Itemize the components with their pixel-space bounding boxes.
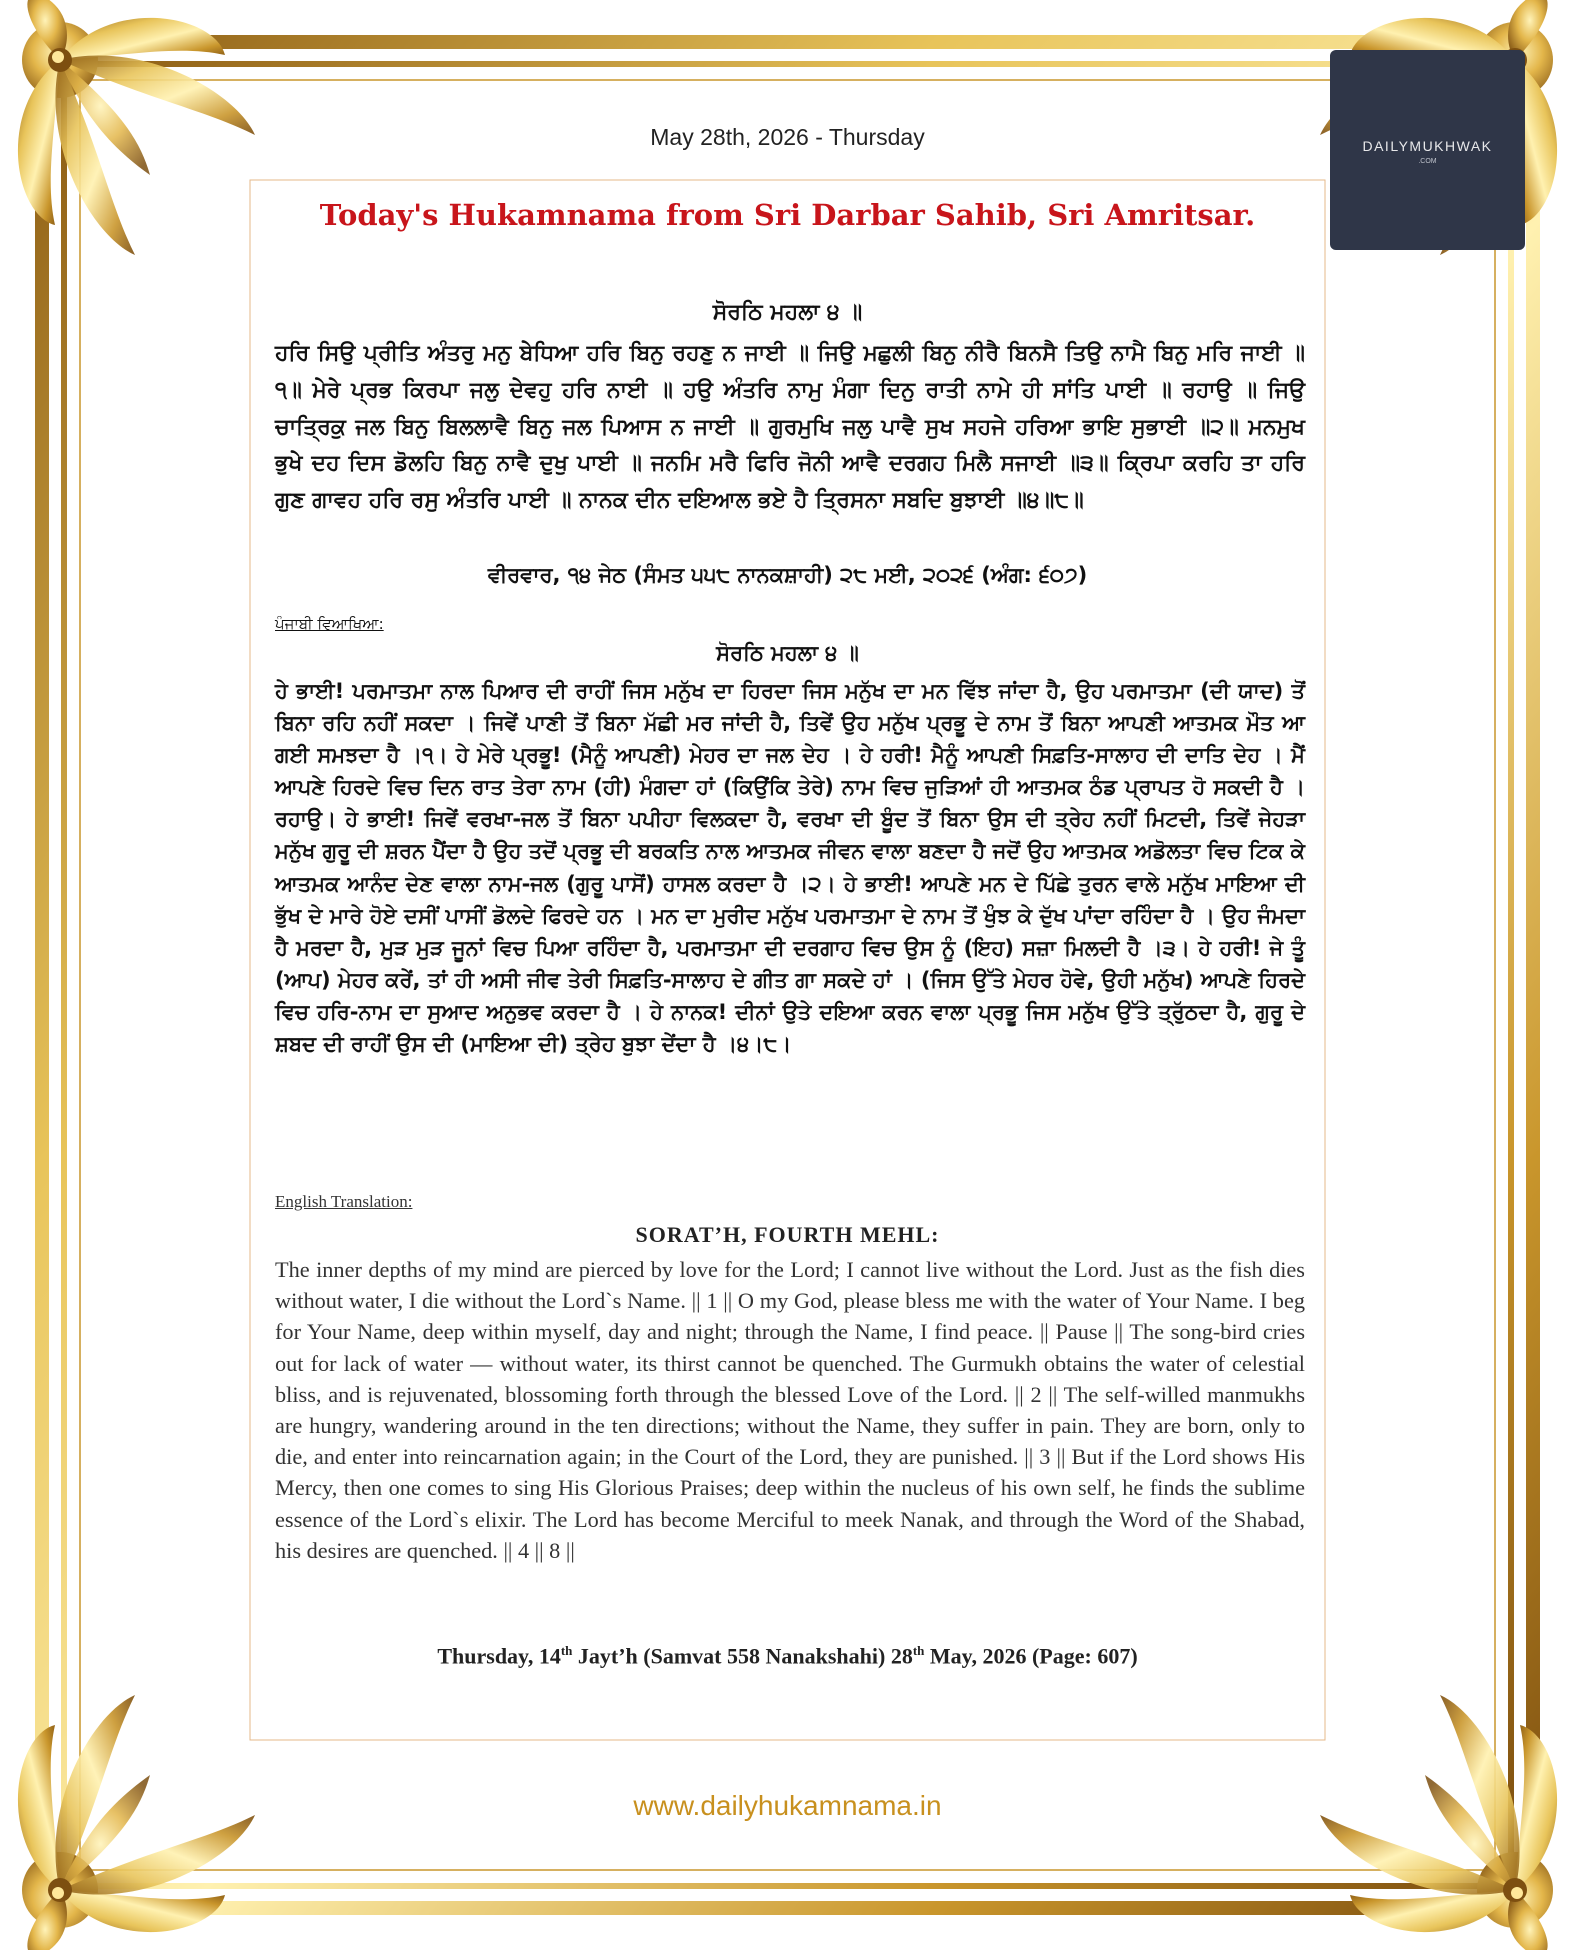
punjabi-section-label: ਪੰਜਾਬੀ ਵਿਆਖਿਆ: bbox=[275, 615, 384, 633]
gurbani-shabad: ਹਰਿ ਸਿਉ ਪ੍ਰੀਤਿ ਅੰਤਰੁ ਮਨੁ ਬੇਧਿਆ ਹਰਿ ਬਿਨੁ ਰਹਣੁ ਨ ਜਾਈ ॥ ਜਿਉ ਮਛੁਲੀ ਬਿਨੁ ਨੀਰੈ ਬਿਨਸੈ ਤਿਉ ਨਾਮੈ ਬਿਨੁ ਮਰਿ ਜਾਈ ॥੧॥ ਮੇਰੇ ਪ੍ਰਭ ਕਿਰਪਾ ਜਲੁ ਦੇਵਹੁ ਹਰਿ ਨਾਈ ॥ ਹਉ ਅੰਤਰਿ ਨਾਮੁ ਮੰਗਾ ਦਿਨੁ ਰਾਤੀ ਨਾਮੇ ਹੀ ਸਾਂਤਿ ਪਾਈ ॥ ਰਹਾਉ ॥ ਜਿਉ ਚਾਤ੍ਰਿਕੁ ਜਲ ਬਿਨੁ ਬਿਲਲਾਵੈ ਬਿਨੁ ਜਲ ਪਿਆਸ ਨ ਜਾਈ ॥ ਗੁਰਮੁਖਿ ਜਲੁ ਪਾਵੈ ਸੁਖ ਸਹਜੇ ਹਰਿਆ ਭਾਇ ਸੁਭਾਈ ॥੨॥ ਮਨਮੁਖ ਭੁਖੇ ਦਹ ਦਿਸ ਡੋਲਹਿ ਬਿਨੁ ਨਾਵੈ ਦੁਖੁ ਪਾਈ ॥ ਜਨਮਿ ਮਰੈ ਫਿਰਿ ਜੋਨੀ ਆਵੈ ਦਰਗਹ ਮਿਲੈ ਸਜਾਈ ॥੩॥ ਕ੍ਰਿਪਾ ਕਰਹਿ ਤਾ ਹਰਿ ਗੁਣ ਗਾਵਹ ਹਰਿ ਰਸੁ ਅੰਤਰਿ ਪਾਈ ॥ ਨਾਨਕ ਦੀਨ ਦਇਆਲ ਭਏ ਹੈ ਤ੍ਰਿਸਨਾ ਸਬਦਿ ਬੁਝਾਈ ॥੪॥੮॥ bbox=[275, 341, 1305, 514]
dailymukhwak-logo[interactable] bbox=[1330, 50, 1525, 250]
page-title: Today's Hukamnama from Sri Darbar Sahib, Sri Amritsar. bbox=[319, 198, 1256, 232]
punjabi-heading: ਸੋਰਠਿ ਮਹਲਾ ੪ ॥ bbox=[716, 641, 859, 665]
logo-subtext: .COM bbox=[1418, 158, 1437, 165]
english-translation: The inner depths of my mind are pierced by love for the Lord; I cannot live without the Lord. Just as the fish dies without water, I die without the Lord`s Name. || 1 || O my God, please bless me with the water of Your Name. I beg for Your Name, deep within myself, day and night; through the Name, I find peace. || Pause || The song-bird cries out for lack of water — without water, its thirst cannot be quenched. The Gurmukh obtains the water of celestial bliss, and is rejuvenated, blossoming forth through the blessed Love of the Lord. || 2 || The self-willed manmukhs are hungry, wandering around in the ten directions; without the Name, they suffer in pain. They are born, only to die, and enter into reincarnation again; in the Court of the Lord, they are punished. || 3 || But if the Lord shows His Mercy, then one comes to sing His Glorious Praises; deep within the nucleus of his own self, he finds the sublime essence of the Lord`s elixir. The Lord has become Merciful to meek Nanak, and through the Word of the Shabad, his desires are quenched. || 4 || 8 || bbox=[275, 1257, 1305, 1563]
english-section-label: English Translation: bbox=[275, 1192, 413, 1211]
date-part-2: Jayt’h (Samvat 558 Nanakshahi) 28 bbox=[572, 1643, 913, 1669]
date-suffix-1: th bbox=[560, 1643, 573, 1658]
gurbani-date-line: ਵੀਰਵਾਰ, ੧੪ ਜੇਠ (ਸੰਮਤ ੫੫੮ ਨਾਨਕਸ਼ਾਹੀ) ੨੮ ਮਈ, ੨੦੨੬ (ਅੰਗ: ੬੦੭) bbox=[487, 563, 1088, 587]
date-part-1: Thursday, 14 bbox=[437, 1643, 561, 1669]
english-heading: SORAT’H, FOURTH MEHL: bbox=[635, 1222, 940, 1247]
date-suffix-2: th bbox=[912, 1643, 925, 1658]
punjabi-explanation: ਹੇ ਭਾਈ! ਪਰਮਾਤਮਾ ਨਾਲ ਪਿਆਰ ਦੀ ਰਾਹੀਂ ਜਿਸ ਮਨੁੱਖ ਦਾ ਹਿਰਦਾ ਜਿਸ ਮਨੁੱਖ ਦਾ ਮਨ ਵਿੱਝ ਜਾਂਦਾ ਹੈ, ਉਹ ਪਰਮਾਤਮਾ (ਦੀ ਯਾਦ) ਤੋਂ ਬਿਨਾ ਰਹਿ ਨਹੀਂ ਸਕਦਾ । ਜਿਵੇਂ ਪਾਣੀ ਤੋਂ ਬਿਨਾ ਮੱਛੀ ਮਰ ਜਾਂਦੀ ਹੈ, ਤਿਵੇਂ ਉਹ ਮਨੁੱਖ ਪ੍ਰਭੂ ਦੇ ਨਾਮ ਤੋਂ ਬਿਨਾ ਆਪਣੀ ਆਤਮਕ ਮੌਤ ਆ ਗਈ ਸਮਝਦਾ ਹੈ ।੧। ਹੇ ਮੇਰੇ ਪ੍ਰਭੂ! (ਮੈਨੂੰ ਆਪਣੀ) ਮੇਹਰ ਦਾ ਜਲ ਦੇਹ । ਹੇ ਹਰੀ! ਮੈਨੂੰ ਆਪਣੀ ਸਿਫ਼ਤਿ-ਸਾਲਾਹ ਦੀ ਦਾਤਿ ਦੇਹ । ਮੈਂ ਆਪਣੇ ਹਿਰਦੇ ਵਿਚ ਦਿਨ ਰਾਤ ਤੇਰਾ ਨਾਮ (ਹੀ) ਮੰਗਦਾ ਹਾਂ (ਕਿਉਂਕਿ ਤੇਰੇ) ਨਾਮ ਵਿਚ ਜੁੜਿਆਂ ਹੀ ਆਤਮਕ ਠੰਡ ਪ੍ਰਾਪਤ ਹੋ ਸਕਦੀ ਹੈ ।ਰਹਾਉ। ਹੇ ਭਾਈ! ਜਿਵੇਂ ਵਰਖਾ-ਜਲ ਤੋਂ ਬਿਨਾ ਪਪੀਹਾ ਵਿਲਕਦਾ ਹੈ, ਵਰਖਾ ਦੀ ਬੂੰਦ ਤੋਂ ਬਿਨਾ ਉਸ ਦੀ ਤ੍ਰੇਹ ਨਹੀਂ ਮਿਟਦੀ, ਤਿਵੇਂ ਜੇਹੜਾ ਮਨੁੱਖ ਗੁਰੂ ਦੀ ਸ਼ਰਨ ਪੈਂਦਾ ਹੈ ਉਹ ਤਦੋਂ ਪ੍ਰਭੂ ਦੀ ਬਰਕਤਿ ਨਾਲ ਆਤਮਕ ਜੀਵਨ ਵਾਲਾ ਬਣਦਾ ਹੈ ਜਦੋਂ ਉਹ ਆਤਮਕ ਅਡੋਲਤਾ ਵਿਚ ਟਿਕ ਕੇ ਆਤਮਕ ਆਨੰਦ ਦੇਣ ਵਾਲਾ ਨਾਮ-ਜਲ (ਗੁਰੂ ਪਾਸੋਂ) ਹਾਸਲ ਕਰਦਾ ਹੈ ।੨। ਹੇ ਭਾਈ! ਆਪਣੇ ਮਨ ਦੇ ਪਿੱਛੇ ਤੁਰਨ ਵਾਲੇ ਮਨੁੱਖ ਮਾਇਆ ਦੀ ਭੁੱਖ ਦੇ ਮਾਰੇ ਹੋਏ ਦਸੀਂ ਪਾਸੀਂ ਡੋਲਦੇ ਫਿਰਦੇ ਹਨ । ਮਨ ਦਾ ਮੁਰੀਦ ਮਨੁੱਖ ਪਰਮਾਤਮਾ ਦੇ ਨਾਮ ਤੋਂ ਖੁੰਝ ਕੇ ਦੁੱਖ ਪਾਂਦਾ ਰਹਿੰਦਾ ਹੈ । ਉਹ ਜੰਮਦਾ ਹੈ ਮਰਦਾ ਹੈ, ਮੁੜ ਮੁੜ ਜੂਨਾਂ ਵਿਚ ਪਿਆ ਰਹਿੰਦਾ ਹੈ, ਪਰਮਾਤਮਾ ਦੀ ਦਰਗਾਹ ਵਿਚ ਉਸ ਨੂੰ (ਇਹ) ਸਜ਼ਾ ਮਿਲਦੀ ਹੈ ।੩। ਹੇ ਹਰੀ! ਜੇ ਤੂੰ (ਆਪ) ਮੇਹਰ ਕਰੇਂ, ਤਾਂ ਹੀ ਅਸੀ ਜੀਵ ਤੇਰੀ ਸਿਫ਼ਤਿ-ਸਾਲਾਹ ਦੇ ਗੀਤ ਗਾ ਸਕਦੇ ਹਾਂ । (ਜਿਸ ਉੱਤੇ ਮੇਹਰ ਹੋਵੇ, ਉਹੀ ਮਨੁੱਖ) ਆਪਣੇ ਹਿਰਦੇ ਵਿਚ ਹਰਿ-ਨਾਮ ਦਾ ਸੁਆਦ ਅਨੁਭਵ ਕਰਦਾ ਹੈ । ਹੇ ਨਾਨਕ! ਦੀਨਾਂ ਉਤੇ ਦਇਆ ਕਰਨ ਵਾਲਾ ਪ੍ਰਭੂ ਜਿਸ ਮਨੁੱਖ ਉੱਤੇ ਤ੍ਰੁੱਠਦਾ ਹੈ, ਗੁਰੂ ਦੇ ਸ਼ਬਦ ਦੀ ਰਾਹੀਂ ਉਸ ਦੀ (ਮਾਇਆ ਦੀ) ਤ੍ਰੇਹ ਬੁਝਾ ਦੇਂਦਾ ਹੈ ।੪।੮। bbox=[275, 679, 1305, 1057]
website-link[interactable]: www.dailyhukamnama.in bbox=[633, 1790, 942, 1821]
english-date-line bbox=[260, 1643, 1315, 1669]
gurbani-heading: ਸੋਰਠਿ ਮਹਲਾ ੪ ॥ bbox=[712, 300, 863, 325]
date-part-3: May, 2026 (Page: 607) bbox=[924, 1643, 1138, 1669]
page-date: May 28th, 2026 - Thursday bbox=[650, 124, 925, 150]
logo-text: DAILYMUKHWAK bbox=[1362, 138, 1493, 154]
